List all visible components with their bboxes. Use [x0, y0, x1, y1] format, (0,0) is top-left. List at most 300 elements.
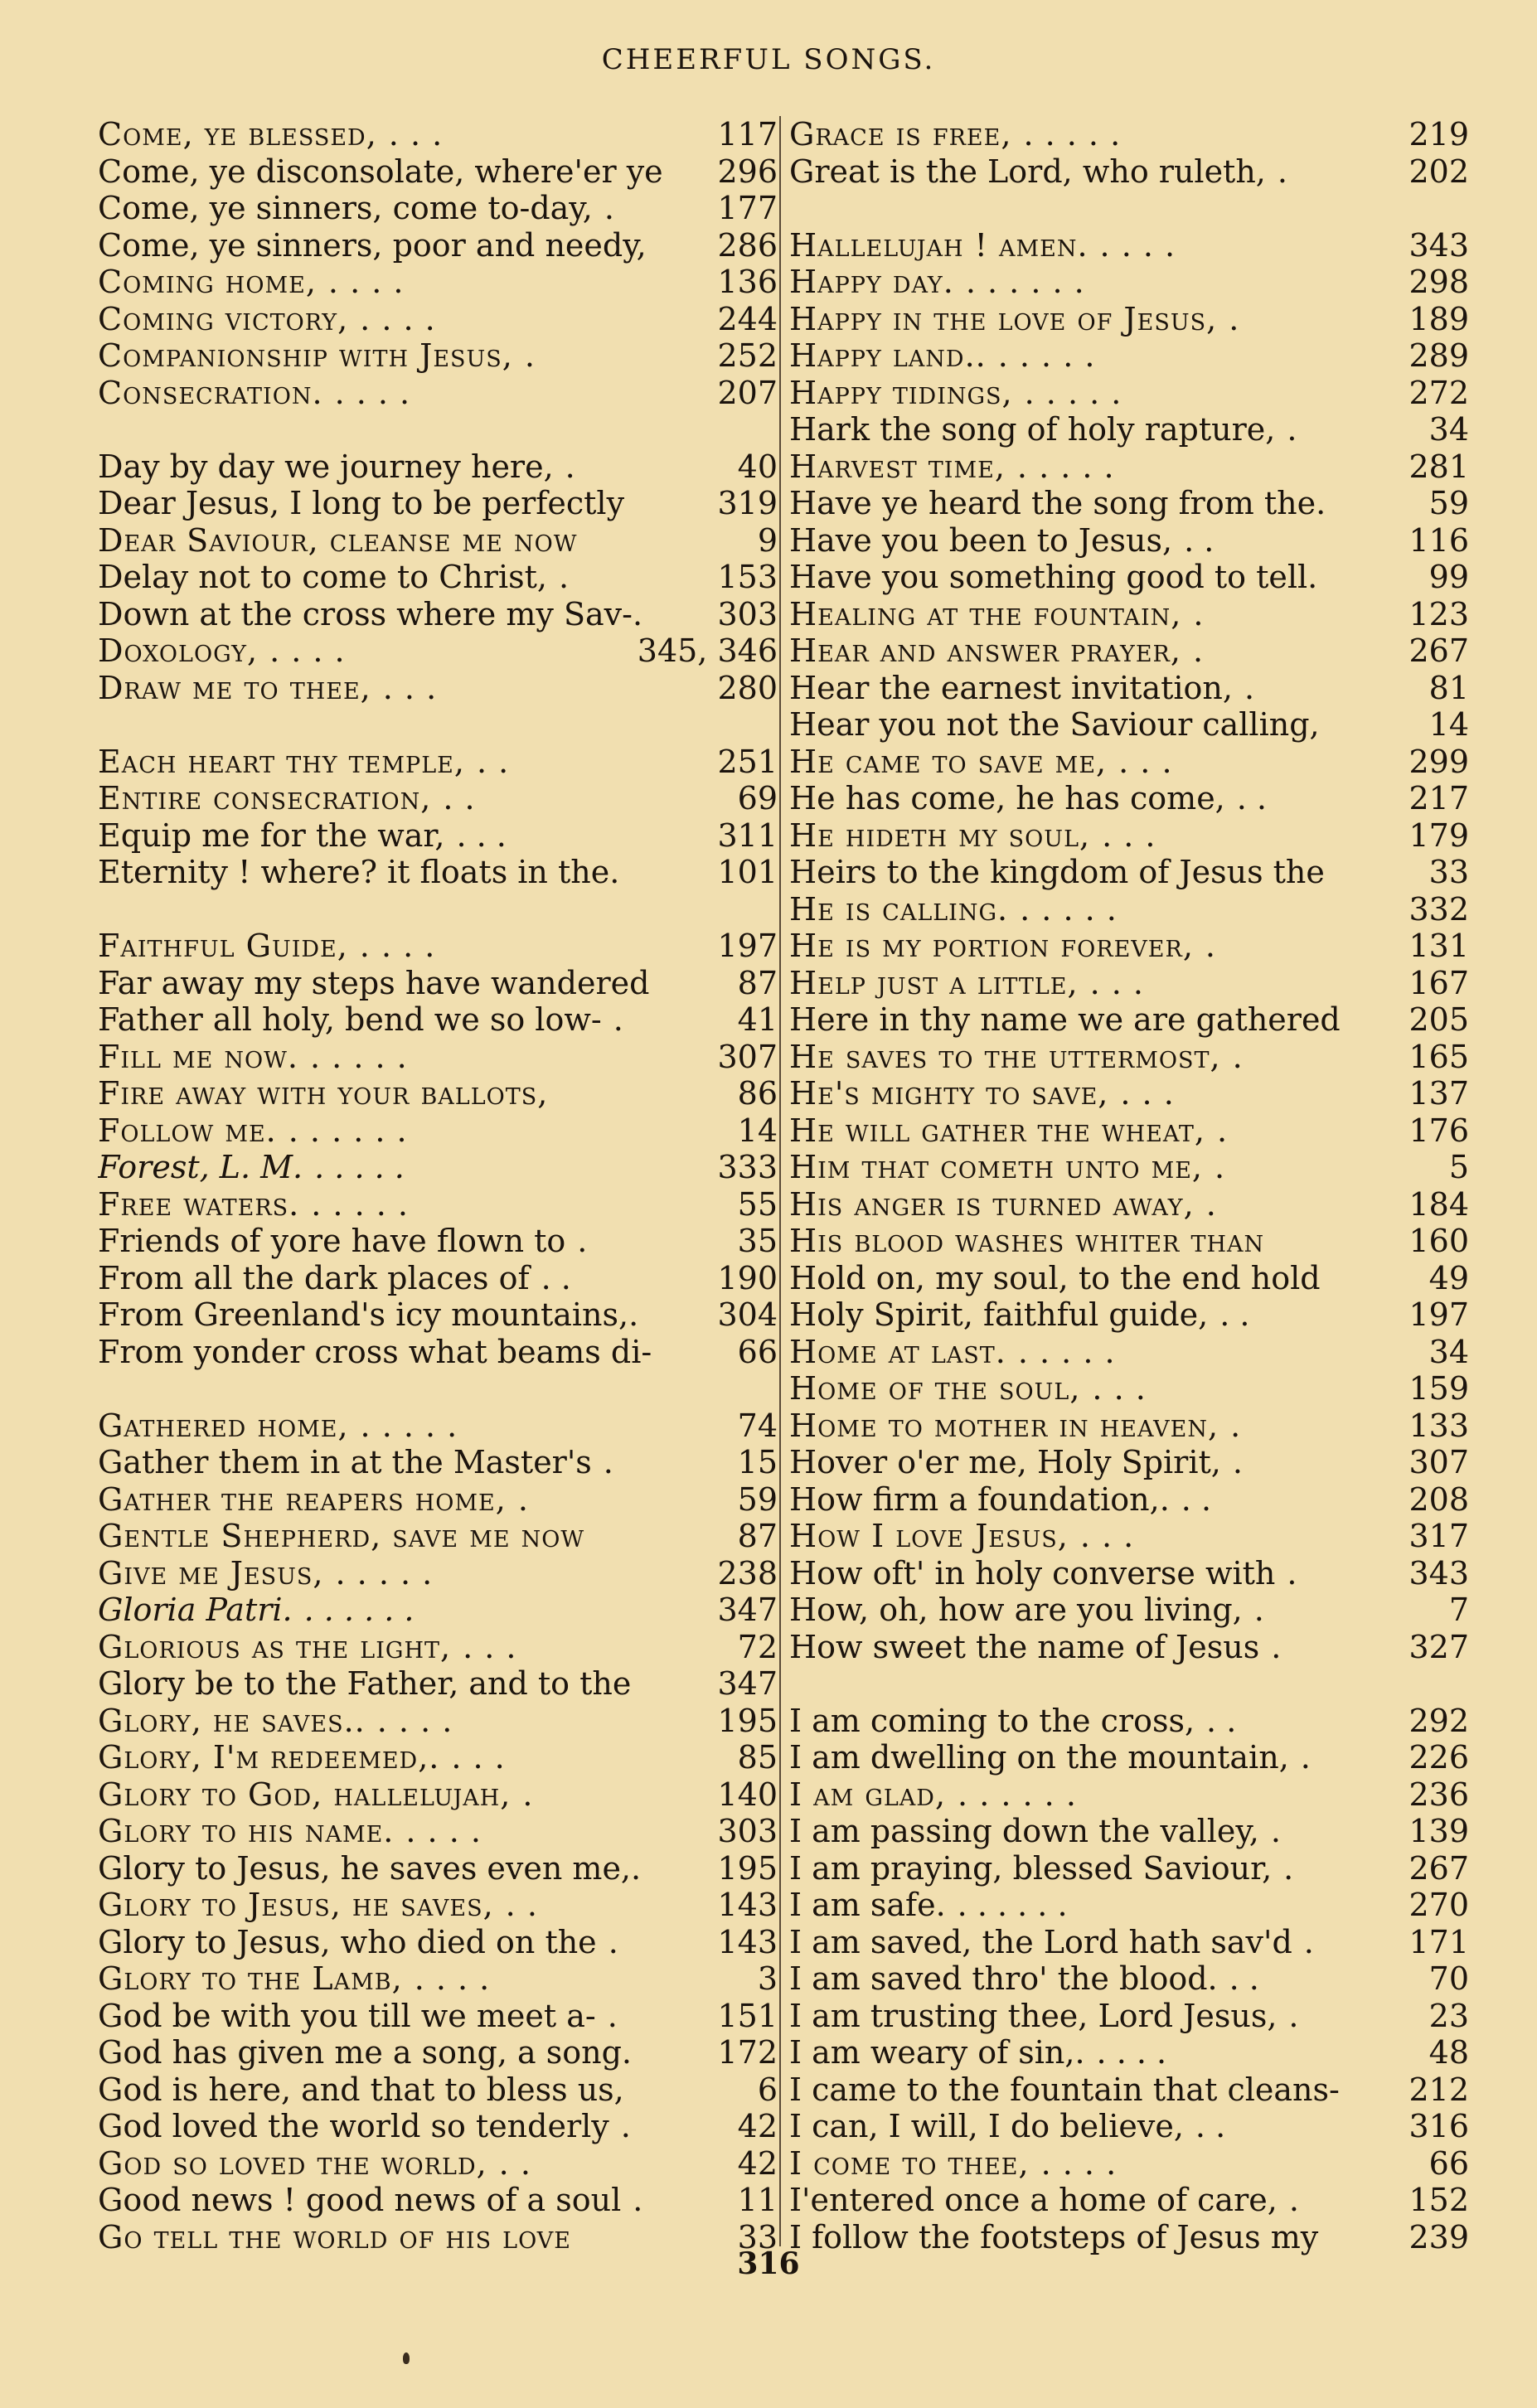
entry-title-text: I am weary of sin,.: [789, 2034, 1085, 2071]
index-entry: [98, 928, 778, 965]
entry-title-text: Eternity ! where? it floats in the.: [98, 854, 620, 890]
entry-title: [789, 1924, 1402, 1960]
entry-title: [98, 1592, 710, 1628]
entry-title: [789, 2145, 1423, 2182]
entry-leader-dots: . . . .: [269, 632, 346, 669]
entry-page-number: 239: [1409, 2218, 1469, 2255]
index-entry: [98, 744, 778, 781]
index-entry: [98, 632, 778, 670]
entry-leader-dots: . .: [1229, 1960, 1259, 1997]
index-entry: [789, 965, 1469, 1002]
index-entry: [789, 1186, 1469, 1223]
entry-leader-dots: . . . . .: [1023, 116, 1122, 153]
entry-page-number: 74: [737, 1407, 778, 1444]
index-entry: [789, 2182, 1469, 2219]
entry-leader-dots: . . . . .: [314, 1149, 405, 1185]
index-entry: [98, 2145, 778, 2183]
entry-title: [789, 780, 1402, 816]
entry-title: [789, 1813, 1402, 1849]
entry-title: [789, 2071, 1402, 2108]
entry-title: [789, 411, 1423, 448]
entry-leader-dots: . .: [1219, 1296, 1250, 1333]
index-entry: [789, 375, 1469, 412]
entry-page-number: 143: [717, 1887, 778, 1923]
entry-page-number: 33: [1428, 854, 1469, 890]
index-entry: [789, 1001, 1469, 1039]
entry-title-text: Hear and answer prayer,: [789, 632, 1181, 669]
entry-leader-dots: . . . . .: [1020, 890, 1118, 928]
index-entry: [789, 227, 1469, 264]
index-entry: [98, 1039, 778, 1076]
entry-title: [98, 1776, 710, 1813]
index-entry: [98, 854, 778, 891]
entry-page-number: 140: [717, 1776, 778, 1813]
entry-page-number: 165: [1409, 1038, 1469, 1075]
entry-title: [98, 1407, 731, 1444]
entry-leader-dots: .: [565, 448, 575, 485]
entry-title: [789, 1444, 1402, 1480]
entry-leader-dots: .: [1230, 1407, 1242, 1444]
entry-title-text: From all the dark places of: [98, 1259, 530, 1296]
entry-leader-dots: .: [604, 190, 614, 226]
entry-title: [789, 522, 1402, 559]
entry-page-number: 307: [717, 1038, 778, 1075]
entry-title-text: Faithful Guide,: [98, 928, 348, 964]
entry-leader-dots: .: [620, 2108, 631, 2144]
index-entry: [98, 596, 778, 633]
entry-page-number: 87: [737, 964, 778, 1001]
entry-title-text: He is my portion forever,: [789, 928, 1194, 964]
entry-title: [789, 1149, 1442, 1185]
entry-leader-dots: . .: [476, 743, 510, 780]
entry-title-text: God so loved the world,: [98, 2144, 487, 2182]
index-entry: [789, 559, 1469, 596]
entry-page-number: 117: [717, 116, 778, 153]
entry-title: [98, 1112, 731, 1149]
entry-page-number: 212: [1409, 2071, 1469, 2108]
entry-title-text: Gentle Shepherd, save me now: [98, 1518, 585, 1554]
entry-title-text: Give me Jesus,: [98, 1554, 324, 1592]
entry-title-text: He will gather the wheat,: [789, 1112, 1206, 1149]
entry-title-text: From yonder cross what beams di-: [98, 1333, 652, 1370]
index-entry: [98, 1260, 778, 1297]
entry-page-number: 195: [717, 1849, 778, 1887]
index-entry: [98, 190, 778, 227]
entry-page-number: 40: [737, 448, 778, 485]
entry-leader-dots: .: [1215, 1149, 1226, 1185]
index-entry: [789, 1813, 1469, 1850]
entry-page-number: 59: [737, 1480, 778, 1518]
entry-leader-dots: . . . . . .: [303, 1592, 415, 1628]
index-entry: [789, 1296, 1469, 1334]
group-gap: [98, 891, 778, 928]
entry-leader-dots: . . . . .: [311, 1185, 409, 1223]
entry-page-number: 35: [737, 1223, 778, 1259]
entry-leader-dots: .: [1300, 1739, 1311, 1776]
index-entry: [789, 1149, 1469, 1186]
entry-title-text: I came to the fountain that cleans-: [789, 2071, 1340, 2108]
index-entry: [789, 817, 1469, 855]
page-header: CHEERFUL SONGS.: [601, 43, 936, 76]
index-column-right: [789, 116, 1469, 2255]
entry-title-text: I am trusting thee, Lord Jesus,: [789, 1997, 1278, 2034]
entry-title-text: God be with you till we meet a-: [98, 1997, 596, 2034]
entry-title-text: He is calling.: [789, 890, 1009, 928]
entry-title-text: Each heart thy temple,: [98, 743, 465, 780]
entry-page-number: 87: [737, 1518, 778, 1554]
index-entry: [789, 448, 1469, 486]
entry-title-text: Free waters.: [98, 1185, 300, 1223]
entry-title-text: Glory to Jesus, he saves,: [98, 1887, 494, 1923]
entry-title-text: Come, ye sinners, poor and needy,: [98, 226, 647, 264]
entry-page-number: 267: [1409, 1849, 1469, 1887]
entry-title: [789, 1703, 1402, 1739]
entry-title: [789, 1887, 1402, 1923]
entry-title-text: God loved the world so tenderly: [98, 2108, 609, 2144]
entry-title: [98, 2108, 731, 2144]
entry-title-text: Glory to Jesus, who died on the: [98, 1923, 597, 1960]
entry-leader-dots: . . . .: [405, 1813, 482, 1849]
entry-page-number: 327: [1409, 1628, 1469, 1665]
entry-page-number: 171: [1409, 1923, 1469, 1960]
index-entry: [789, 1960, 1469, 1998]
entry-title-text: Delay not to come to Christ,: [98, 559, 547, 595]
entry-page-number: 55: [737, 1185, 778, 1223]
index-entry: [98, 1850, 778, 1887]
entry-title: [789, 1592, 1442, 1628]
entry-title: [98, 596, 710, 632]
entry-page-number: 85: [737, 1739, 778, 1776]
entry-leader-dots: .: [1283, 1849, 1294, 1887]
index-entry: [98, 116, 778, 153]
entry-title: [98, 1481, 731, 1518]
entry-title-text: How sweet the name of Jesus: [789, 1628, 1260, 1665]
entry-page-number: 311: [717, 816, 778, 854]
entry-leader-dots: . .: [1206, 1702, 1237, 1739]
index-entry: [789, 337, 1469, 375]
index-entry: [789, 670, 1469, 707]
entry-page-number: 6: [757, 2071, 778, 2108]
entry-leader-dots: . . . .: [414, 1960, 491, 1997]
entry-title: [789, 928, 1402, 964]
entry-leader-dots: . . .: [1118, 743, 1173, 780]
entry-leader-dots: .: [1192, 632, 1205, 669]
entry-title: [789, 116, 1402, 153]
entry-page-number: 343: [1409, 1554, 1469, 1592]
entry-page-number: 267: [1409, 632, 1469, 669]
entry-title-text: Fill me now.: [98, 1038, 298, 1075]
entry-title: [789, 448, 1402, 485]
entry-page-number: 286: [717, 226, 778, 264]
entry-page-number: 217: [1409, 780, 1469, 816]
entry-page-number: 226: [1409, 1739, 1469, 1776]
index-entry: [98, 1223, 778, 1260]
entry-title-text: Happy tidings,: [789, 374, 1013, 411]
index-entry: [98, 448, 778, 486]
entry-title: [98, 744, 710, 780]
entry-page-number: 5: [1448, 1149, 1469, 1185]
entry-page-number: 116: [1409, 521, 1469, 559]
entry-title: [789, 1960, 1423, 1997]
index-entry: [98, 1960, 778, 1998]
entry-page-number: 238: [717, 1554, 778, 1592]
entry-title: [789, 1629, 1402, 1665]
index-entry: [789, 596, 1469, 633]
index-entry: [98, 817, 778, 855]
index-entry: [98, 1001, 778, 1039]
index-entry: [789, 1998, 1469, 2035]
index-entry: [789, 1776, 1469, 1814]
entry-page-number: 131: [1409, 928, 1469, 964]
entry-leader-dots: .: [1232, 1038, 1244, 1075]
entry-title-text: Home of the soul,: [789, 1370, 1081, 1407]
entry-title: [98, 965, 731, 1001]
index-entry: [98, 1739, 778, 1776]
entry-leader-dots: . . . . . .: [958, 1776, 1077, 1813]
entry-title: [789, 264, 1402, 300]
entry-title: [98, 1629, 731, 1665]
entry-title-text: Home to mother in heaven,: [789, 1407, 1219, 1444]
entry-title-text: His anger is turned away,: [789, 1185, 1195, 1223]
entry-leader-dots: . .: [1195, 2108, 1226, 2144]
entry-title: [98, 559, 710, 595]
entry-leader-dots: . . . .: [1096, 2034, 1167, 2071]
entry-leader-dots: .: [558, 559, 570, 595]
index-entry: [98, 559, 778, 596]
entry-page-number: 289: [1409, 337, 1469, 374]
entry-title: [98, 190, 710, 226]
entry-leader-dots: .: [603, 1444, 613, 1480]
entry-leader-dots: .: [1217, 1112, 1229, 1149]
entry-title-text: Father all holy, bend we so low-: [98, 1001, 602, 1038]
index-entry: [789, 2034, 1469, 2071]
index-entry: [98, 1703, 778, 1740]
entry-title-text: Glory to his name.: [98, 1813, 395, 1849]
entry-page-number: 176: [1409, 1112, 1469, 1149]
entry-title-text: Here in thy name we are gathered: [789, 1001, 1341, 1038]
index-entry: [98, 337, 778, 375]
entry-title-text: Come, ye sinners, come to-day,: [98, 190, 593, 226]
entry-title-text: Hold on, my soul, to the end hold: [789, 1259, 1321, 1296]
entry-page-number: 307: [1409, 1444, 1469, 1480]
entry-title: [98, 1739, 731, 1776]
entry-title: [98, 780, 731, 816]
entry-leader-dots: . . . .: [359, 928, 436, 964]
entry-leader-dots: . . . .: [1040, 2144, 1118, 2182]
entry-page-number: 42: [737, 2108, 778, 2144]
entry-title: [98, 1665, 710, 1702]
entry-title: [98, 1960, 751, 1997]
entry-title-text: Him that cometh unto me,: [789, 1149, 1204, 1185]
entry-page-number: 202: [1409, 153, 1469, 190]
entry-page-number: 280: [717, 669, 778, 706]
entry-title-text: Equip me for the war,: [98, 816, 445, 854]
index-entry: [789, 1518, 1469, 1555]
entry-title-text: I am saved, the Lord hath sav'd: [789, 1923, 1292, 1960]
index-entry: [789, 2145, 1469, 2183]
entry-title-text: He saves to the uttermost,: [789, 1038, 1221, 1075]
entry-page-number: 281: [1409, 448, 1469, 485]
entry-title-text: God has given me a song, a song.: [98, 2034, 632, 2071]
entry-page-number: 41: [737, 1001, 778, 1038]
entry-title-text: Hear the earnest invitation,: [789, 669, 1233, 706]
entry-title-text: Far away my steps have wandered: [98, 964, 650, 1001]
index-entry: [98, 153, 778, 191]
entry-title-text: He's mighty to save,: [789, 1075, 1109, 1112]
entry-title: [789, 1296, 1402, 1333]
index-entry: [98, 670, 778, 707]
entry-leader-dots: . .: [498, 2144, 531, 2182]
entry-leader-dots: . . .: [1102, 816, 1156, 854]
entry-title-text: Glory to God, hallelujah,: [98, 1776, 512, 1813]
entry-title-text: Companionship with Jesus,: [98, 337, 513, 374]
entry-page-number: 304: [717, 1296, 778, 1333]
entry-leader-dots: .: [1270, 1813, 1281, 1849]
index-entry: [98, 780, 778, 817]
index-entry: [98, 1555, 778, 1592]
entry-title-text: Have you something good to tell.: [789, 559, 1318, 595]
entry-title-text: Holy Spirit, faithful guide,: [789, 1296, 1209, 1333]
entry-leader-dots: .: [1229, 300, 1240, 337]
entry-title: [98, 485, 710, 521]
entry-title-text: Great is the Lord, who ruleth,: [789, 153, 1266, 190]
index-entry: [98, 227, 778, 264]
entry-leader-dots: . . . . . .: [965, 264, 1085, 300]
entry-title-text: Gather the reapers home,: [98, 1480, 507, 1518]
entry-leader-dots: .: [1277, 153, 1287, 190]
entry-title: [98, 1149, 710, 1185]
entry-title: [789, 2034, 1423, 2071]
entry-page-number: 252: [717, 337, 778, 374]
entry-leader-dots: .: [1303, 1923, 1314, 1960]
entry-title-text: Heirs to the kingdom of Jesus the: [789, 854, 1325, 890]
entry-page-number: 177: [717, 190, 778, 226]
entry-title: [789, 1555, 1402, 1592]
entry-page-number: 184: [1409, 1185, 1469, 1223]
entry-title-text: Harvest time,: [789, 448, 1006, 485]
entry-page-number: 81: [1428, 669, 1469, 706]
entry-leader-dots: .: [1232, 1444, 1243, 1480]
entry-title-text: I'entered once a home of care,: [789, 2182, 1278, 2218]
entry-title-text: Glory, he saves..: [98, 1702, 366, 1739]
entry-title: [98, 1518, 731, 1554]
entry-title: [789, 891, 1402, 928]
entry-title: [789, 1739, 1402, 1776]
index-entry: [789, 744, 1469, 781]
entry-leader-dots: .: [577, 1223, 588, 1259]
entry-title-text: How oft' in holy converse with: [789, 1554, 1276, 1592]
index-column-left: [98, 116, 778, 2255]
entry-title: [98, 1555, 710, 1592]
entry-title-text: Coming home,: [98, 264, 317, 300]
entry-title-text: Dear Jesus, I long to be perfectly: [98, 485, 625, 521]
entry-page-number: 99: [1428, 559, 1469, 595]
entry-page-number: 152: [1409, 2182, 1469, 2218]
entry-title-text: Have you been to Jesus,: [789, 521, 1173, 559]
entry-page-number: 299: [1409, 743, 1469, 780]
entry-leader-dots: .: [1244, 669, 1255, 706]
entry-leader-dots: .: [1205, 1185, 1217, 1223]
entry-title: [789, 301, 1402, 337]
group-gap: [789, 190, 1469, 227]
entry-page-number: 303: [717, 1813, 778, 1849]
entry-leader-dots: . . . . .: [310, 1038, 408, 1075]
entry-title: [789, 1850, 1402, 1887]
entry-title: [98, 1850, 710, 1887]
entry-title: [789, 2108, 1402, 2144]
index-entry: [98, 1296, 778, 1334]
entry-leader-dots: .: [524, 337, 536, 374]
entry-leader-dots: .: [607, 1997, 618, 2034]
entry-title-text: Down at the cross where my Sav-.: [98, 595, 643, 632]
entry-title: [98, 1998, 710, 2034]
entry-page-number: 159: [1409, 1370, 1469, 1407]
entry-title-text: I am coming to the cross,: [789, 1702, 1195, 1739]
entry-leader-dots: .: [1288, 2182, 1299, 2218]
column-divider: [779, 116, 781, 2246]
entry-title-text: Help just a little,: [789, 964, 1079, 1001]
index-entry: [98, 2071, 778, 2109]
entry-title: [98, 337, 710, 374]
entry-page-number: 296: [717, 153, 778, 190]
entry-title: [789, 596, 1402, 632]
entry-page-number: 205: [1409, 1001, 1469, 1038]
entry-page-number: 70: [1428, 1960, 1469, 1997]
entry-page-number: 343: [1409, 226, 1469, 264]
entry-title: [98, 1260, 710, 1296]
entry-title: [98, 670, 710, 706]
entry-title-text: Home at last.: [789, 1333, 1006, 1370]
index-entry: [789, 1850, 1469, 1887]
index-entry: [789, 1592, 1469, 1629]
entry-page-number: 151: [717, 1997, 778, 2034]
index-entry: [789, 1444, 1469, 1481]
entry-page-number: 72: [737, 1628, 778, 1665]
entry-page-number: 69: [737, 780, 778, 816]
index-entry: [789, 522, 1469, 560]
entry-page-number: 86: [737, 1075, 778, 1112]
entry-page-number: 332: [1409, 890, 1469, 928]
entry-title-text: I come to thee,: [789, 2144, 1030, 2182]
index-entry: [98, 1334, 778, 1371]
group-gap: [98, 1370, 778, 1407]
entry-title-text: Good news ! good news of a soul: [98, 2182, 622, 2218]
entry-page-number: 303: [717, 595, 778, 632]
entry-title: [789, 337, 1402, 374]
index-entry: [98, 2182, 778, 2219]
entry-leader-dots: . . . . .: [997, 337, 1096, 374]
entry-page-number: 48: [1428, 2034, 1469, 2071]
entry-title: [98, 2071, 751, 2108]
index-entry: [98, 1075, 778, 1112]
entry-page-number: 123: [1409, 595, 1469, 632]
entry-page-number: 49: [1428, 1259, 1469, 1296]
entry-leader-dots: . . . . . .: [957, 1887, 1068, 1923]
entry-page-number: 9: [757, 521, 778, 559]
entry-title-text: He hideth my soul,: [789, 816, 1091, 854]
entry-leader-dots: . .: [505, 1887, 538, 1923]
entry-leader-dots: . . . . .: [1017, 1333, 1116, 1370]
entry-title-text: Draw me to thee,: [98, 669, 371, 706]
entry-leader-dots: .: [1287, 1554, 1297, 1592]
entry-leader-dots: . .: [541, 1259, 571, 1296]
entry-title-text: Friends of yore have flown to: [98, 1223, 566, 1259]
index-entry: [789, 891, 1469, 928]
entry-page-number: 101: [717, 854, 778, 890]
entry-title-text: Hover o'er me, Holy Spirit,: [789, 1444, 1221, 1480]
entry-title-text: Healing at the fountain,: [789, 595, 1182, 632]
group-gap: [789, 1665, 1469, 1703]
